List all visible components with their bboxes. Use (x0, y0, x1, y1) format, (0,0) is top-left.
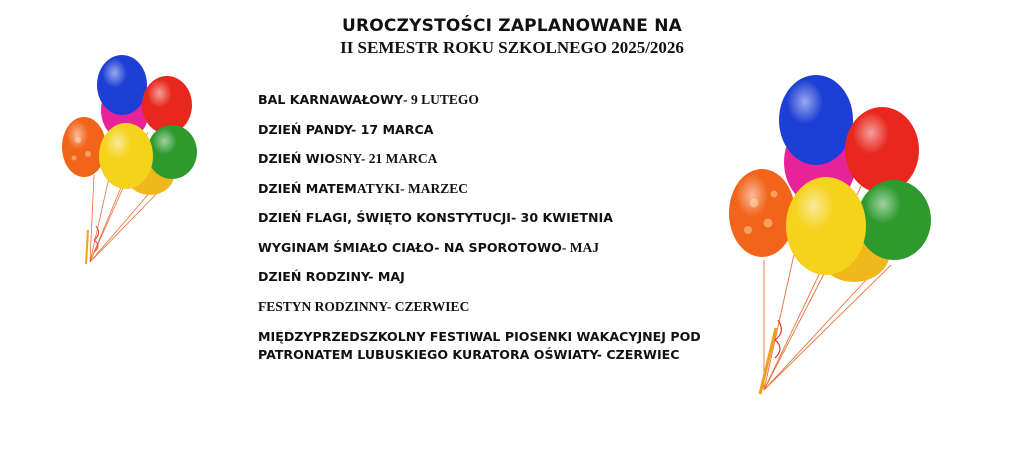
balloon-bunch-icon (52, 50, 212, 270)
event-name: BAL KARNAWAŁOWY (258, 92, 404, 107)
event-item (258, 210, 728, 226)
event-name: WYGINAM ŚMIAŁO CIAŁO- NA SPOROTOWO (258, 239, 562, 255)
event-item (258, 240, 728, 256)
event-name: DZIEŃ MATEM (258, 180, 357, 196)
event-date: - 9 LUTEGO (403, 92, 479, 107)
event-name: DZIEŃ WIO (258, 151, 336, 166)
event-item (258, 269, 728, 285)
event-item (258, 122, 728, 138)
event-date: - MAJ (561, 239, 599, 255)
event-name: DZIEŃ RODZINY- MAJ (258, 269, 405, 284)
balloon-bunch-icon (716, 70, 946, 400)
event-name: DZIEŃ FLAGI, ŚWIĘTO KONSTYTUCJI- 30 KWIETNIA (258, 210, 613, 225)
event-item (258, 92, 728, 108)
event-date: FESTYN RODZINNY- CZERWIEC (258, 298, 470, 314)
events-list (258, 92, 728, 378)
event-item (258, 299, 728, 315)
event-date: ATYKI- MARZEC (356, 180, 468, 196)
event-item (258, 181, 728, 197)
event-item (258, 328, 728, 364)
title-line-2: II SEMESTR ROKU SZKOLNEGO 2025/2026 (340, 38, 684, 57)
balloons-left-image (52, 50, 212, 270)
balloons-right-image (716, 70, 946, 400)
event-name: MIĘDZYPRZEDSZKOLNY FESTIWAL PIOSENKI WAKACYJNEJ POD PATRONATEM LUBUSKIEGO KURATORA OŚWIATY- CZERWIEC (258, 329, 701, 362)
title-line-1: UROCZYSTOŚCI ZAPLANOWANE NA (341, 16, 682, 36)
event-date: SNY- 21 MARCA (335, 151, 438, 166)
event-name: DZIEŃ PANDY- 17 MARCA (258, 121, 434, 137)
event-item (258, 151, 728, 167)
